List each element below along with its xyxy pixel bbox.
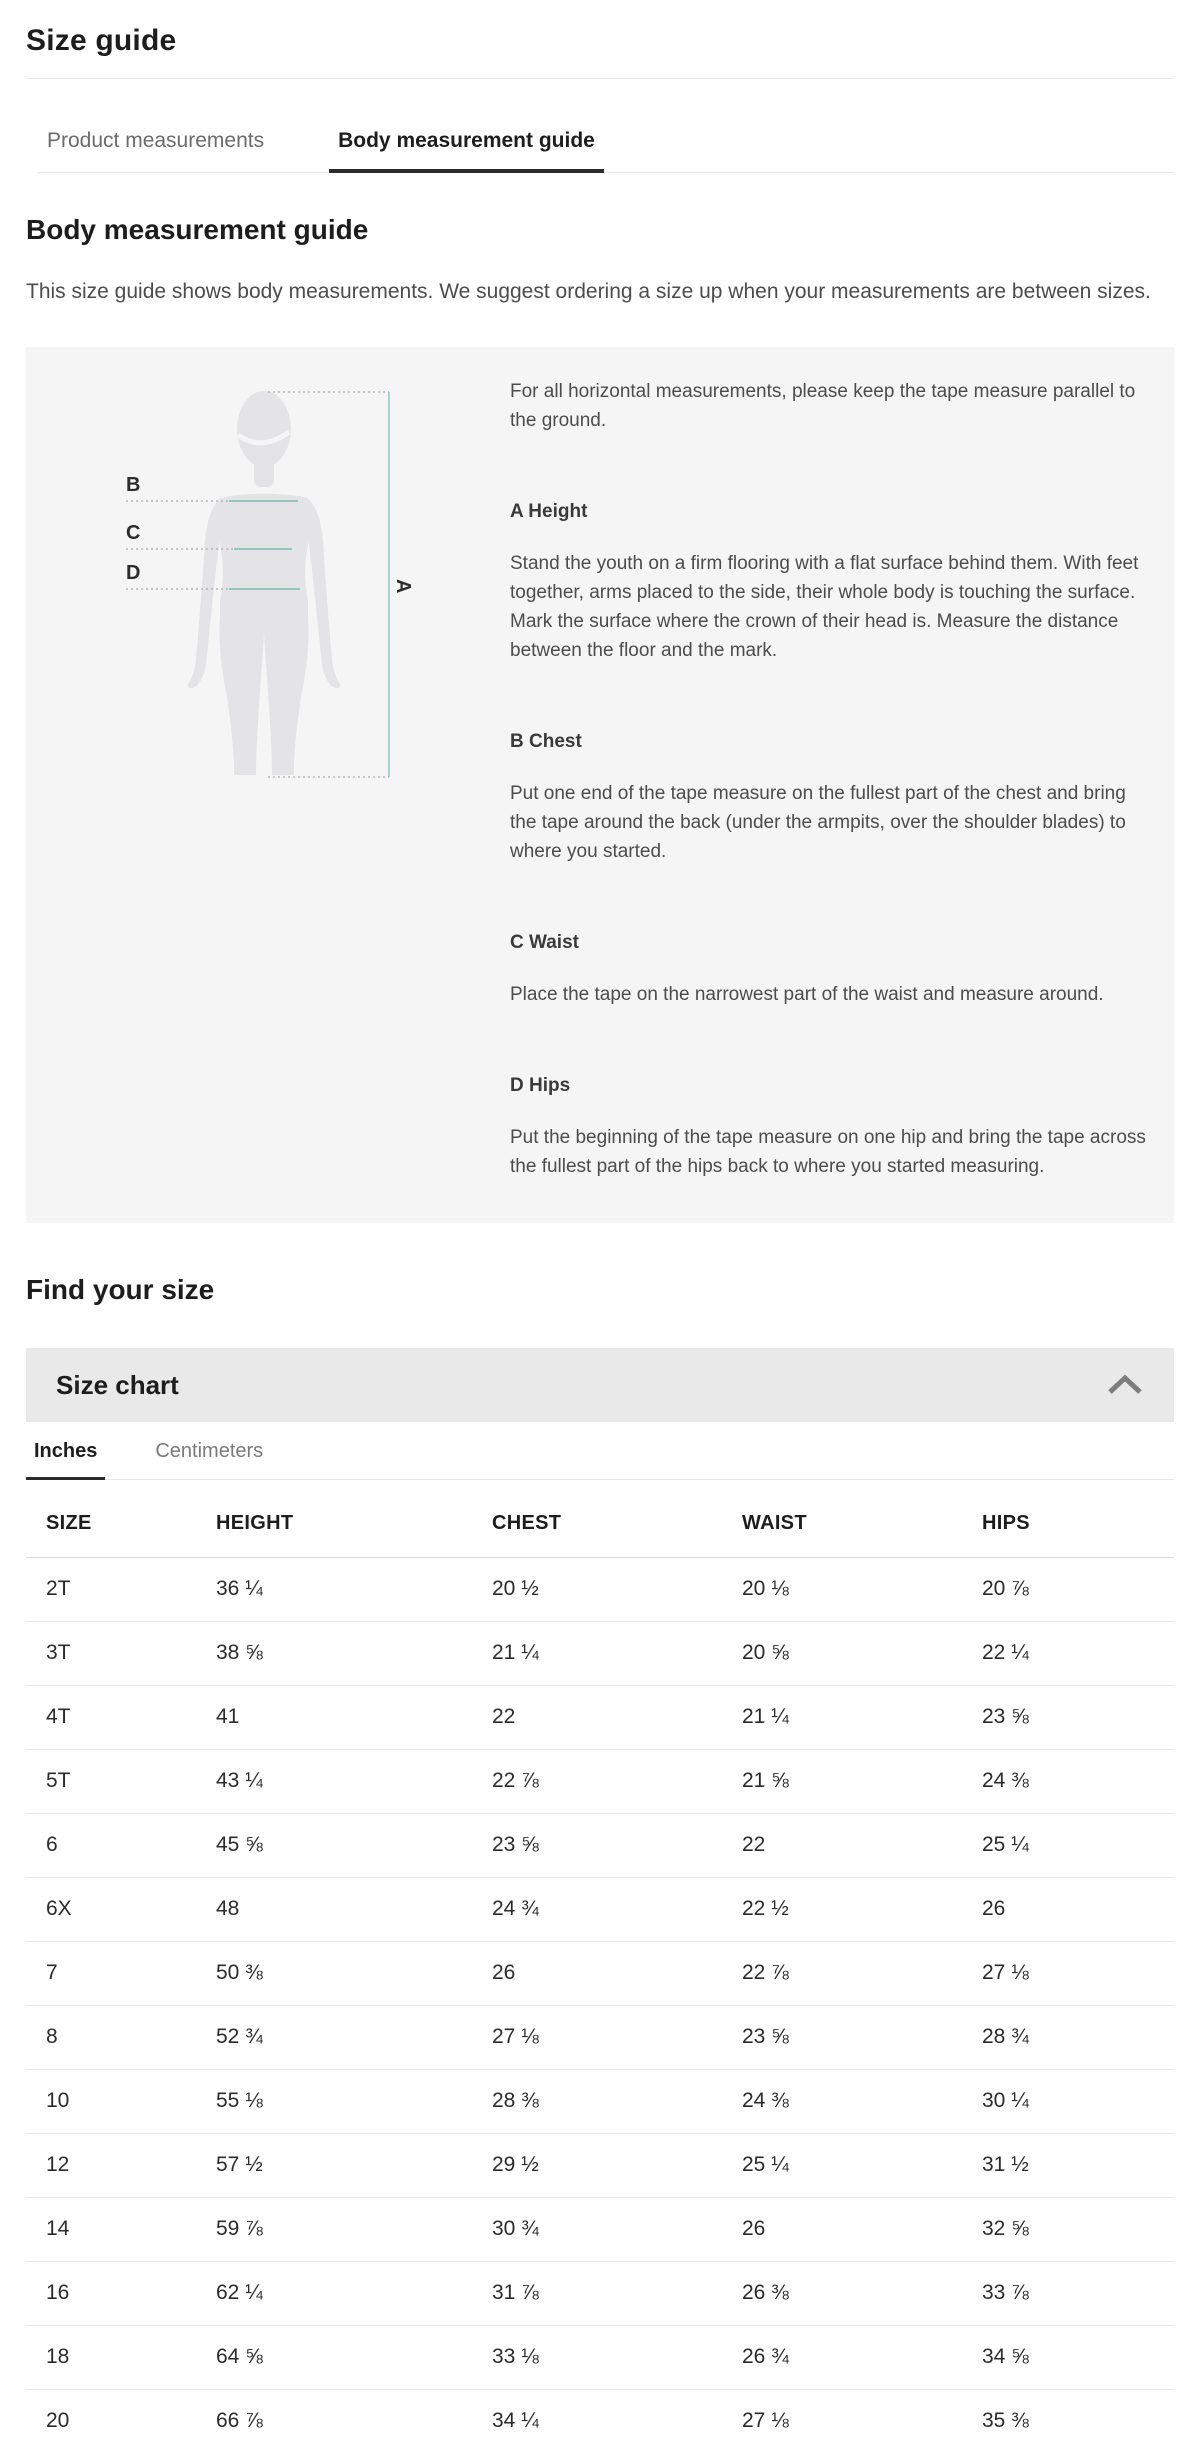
measurement-instructions	[510, 347, 1154, 1181]
unit-tab-bar	[26, 1422, 1174, 1480]
value-cell: 27 ⅛	[742, 2390, 982, 2453]
table-row	[26, 1814, 1174, 1878]
measurement-diagram-panel	[26, 347, 1174, 1223]
value-cell: 28 ¾	[982, 2006, 1174, 2070]
label-c: C	[126, 522, 140, 544]
header-row	[26, 1480, 1174, 1558]
height-section	[510, 501, 1154, 665]
column-header-size: SIZE	[26, 1480, 216, 1558]
size-chart-title: Size chart	[56, 1370, 179, 1401]
tab-centimeters[interactable]: Centimeters	[147, 1440, 271, 1480]
value-cell: 24 ⅜	[982, 1750, 1174, 1814]
column-header-chest: CHEST	[492, 1480, 742, 1558]
value-cell: 26 ⅜	[742, 2262, 982, 2326]
value-cell: 43 ¼	[216, 1750, 492, 1814]
body-silhouette-icon	[188, 391, 340, 775]
value-cell: 57 ½	[216, 2134, 492, 2198]
value-cell: 22 ¼	[982, 1622, 1174, 1686]
find-your-size-heading: Find your size	[26, 1274, 1174, 1306]
size-cell: 18	[26, 2326, 216, 2390]
chest-title: B Chest	[510, 731, 1154, 753]
chevron-up-icon[interactable]	[1106, 1374, 1144, 1396]
size-chart-toggle[interactable]	[26, 1348, 1174, 1422]
value-cell: 20 ½	[492, 1558, 742, 1622]
value-cell: 20 ⅛	[742, 1558, 982, 1622]
table-row	[26, 2390, 1174, 2453]
value-cell: 30 ¼	[982, 2070, 1174, 2134]
value-cell: 22 ½	[742, 1878, 982, 1942]
value-cell: 22	[742, 1814, 982, 1878]
table-row	[26, 1750, 1174, 1814]
value-cell: 34 ⅝	[982, 2326, 1174, 2390]
height-title: A Height	[510, 501, 1154, 523]
tab-body-measurement-guide[interactable]: Body measurement guide	[329, 129, 604, 173]
body-measurement-intro: This size guide shows body measurements. We suggest ordering a size up when your measurements are between sizes.	[26, 280, 1174, 304]
table-row	[26, 2134, 1174, 2198]
value-cell: 34 ¼	[492, 2390, 742, 2453]
value-cell: 26	[742, 2198, 982, 2262]
table-row	[26, 2006, 1174, 2070]
size-cell: 8	[26, 2006, 216, 2070]
height-body: Stand the youth on a firm flooring with a flat surface behind them. With feet together, arms placed to the side, their whole body is touching the surface. Mark the surface where the crown of their head is. Measure the distance between the floor and the mark.	[510, 549, 1154, 665]
top-tab-bar	[38, 79, 1174, 173]
value-cell: 23 ⅝	[742, 2006, 982, 2070]
value-cell: 62 ¼	[216, 2262, 492, 2326]
body-measurement-heading: Body measurement guide	[26, 214, 1174, 246]
value-cell: 24 ¾	[492, 1878, 742, 1942]
size-table-header	[26, 1480, 1174, 1558]
value-cell: 24 ⅜	[742, 2070, 982, 2134]
label-a: A	[392, 579, 414, 593]
table-row	[26, 1622, 1174, 1686]
value-cell: 22 ⅞	[492, 1750, 742, 1814]
value-cell: 59 ⅞	[216, 2198, 492, 2262]
hips-body: Put the beginning of the tape measure on one hip and bring the tape across the fullest part of the hips back to where you started measuring.	[510, 1123, 1154, 1181]
value-cell: 31 ½	[982, 2134, 1174, 2198]
value-cell: 20 ⅝	[742, 1622, 982, 1686]
table-row	[26, 1878, 1174, 1942]
value-cell: 38 ⅝	[216, 1622, 492, 1686]
label-b: B	[126, 474, 140, 496]
value-cell: 31 ⅞	[492, 2262, 742, 2326]
value-cell: 20 ⅞	[982, 1558, 1174, 1622]
value-cell: 33 ⅞	[982, 2262, 1174, 2326]
size-cell: 5T	[26, 1750, 216, 1814]
value-cell: 52 ¾	[216, 2006, 492, 2070]
size-cell: 2T	[26, 1558, 216, 1622]
column-header-height: HEIGHT	[216, 1480, 492, 1558]
value-cell: 26 ¾	[742, 2326, 982, 2390]
table-row	[26, 1686, 1174, 1750]
value-cell: 23 ⅝	[982, 1686, 1174, 1750]
tab-product-measurements[interactable]: Product measurements	[38, 129, 273, 173]
tab-inches[interactable]: Inches	[26, 1440, 105, 1480]
size-cell: 6	[26, 1814, 216, 1878]
value-cell: 29 ½	[492, 2134, 742, 2198]
size-cell: 7	[26, 1942, 216, 2006]
column-header-hips: HIPS	[982, 1480, 1174, 1558]
size-cell: 20	[26, 2390, 216, 2453]
table-row	[26, 1942, 1174, 2006]
size-table-body	[26, 1558, 1174, 2453]
value-cell: 26	[982, 1878, 1174, 1942]
value-cell: 66 ⅞	[216, 2390, 492, 2453]
value-cell: 21 ¼	[742, 1686, 982, 1750]
value-cell: 23 ⅝	[492, 1814, 742, 1878]
size-cell: 4T	[26, 1686, 216, 1750]
value-cell: 48	[216, 1878, 492, 1942]
table-row	[26, 2326, 1174, 2390]
value-cell: 55 ⅛	[216, 2070, 492, 2134]
size-cell: 12	[26, 2134, 216, 2198]
value-cell: 22	[492, 1686, 742, 1750]
size-table	[26, 1480, 1174, 2453]
value-cell: 21 ¼	[492, 1622, 742, 1686]
hips-title: D Hips	[510, 1075, 1154, 1097]
value-cell: 28 ⅜	[492, 2070, 742, 2134]
waist-title: C Waist	[510, 932, 1154, 954]
size-cell: 6X	[26, 1878, 216, 1942]
label-d: D	[126, 562, 140, 584]
value-cell: 32 ⅝	[982, 2198, 1174, 2262]
value-cell: 27 ⅛	[492, 2006, 742, 2070]
chest-body: Put one end of the tape measure on the fullest part of the chest and bring the tape around the back (under the armpits, over the shoulder blades) to where you started.	[510, 779, 1154, 866]
size-cell: 14	[26, 2198, 216, 2262]
value-cell: 33 ⅛	[492, 2326, 742, 2390]
value-cell: 35 ⅜	[982, 2390, 1174, 2453]
value-cell: 30 ¾	[492, 2198, 742, 2262]
waist-body: Place the tape on the narrowest part of the waist and measure around.	[510, 980, 1154, 1009]
waist-section	[510, 932, 1154, 1009]
value-cell: 25 ¼	[982, 1814, 1174, 1878]
value-cell: 26	[492, 1942, 742, 2006]
value-cell: 21 ⅝	[742, 1750, 982, 1814]
body-figure-diagram	[26, 347, 511, 1223]
table-row	[26, 1558, 1174, 1622]
value-cell: 25 ¼	[742, 2134, 982, 2198]
chest-section	[510, 731, 1154, 866]
value-cell: 50 ⅜	[216, 1942, 492, 2006]
size-cell: 10	[26, 2070, 216, 2134]
size-cell: 3T	[26, 1622, 216, 1686]
column-header-waist: WAIST	[742, 1480, 982, 1558]
hips-section	[510, 1075, 1154, 1181]
value-cell: 22 ⅞	[742, 1942, 982, 2006]
value-cell: 36 ¼	[216, 1558, 492, 1622]
value-cell: 27 ⅛	[982, 1942, 1174, 2006]
page-title: Size guide	[26, 0, 1174, 58]
value-cell: 64 ⅝	[216, 2326, 492, 2390]
size-cell: 16	[26, 2262, 216, 2326]
table-row	[26, 2198, 1174, 2262]
table-row	[26, 2070, 1174, 2134]
table-row	[26, 2262, 1174, 2326]
value-cell: 45 ⅝	[216, 1814, 492, 1878]
tape-measure-note: For all horizontal measurements, please keep the tape measure parallel to the ground.	[510, 377, 1154, 435]
value-cell: 41	[216, 1686, 492, 1750]
